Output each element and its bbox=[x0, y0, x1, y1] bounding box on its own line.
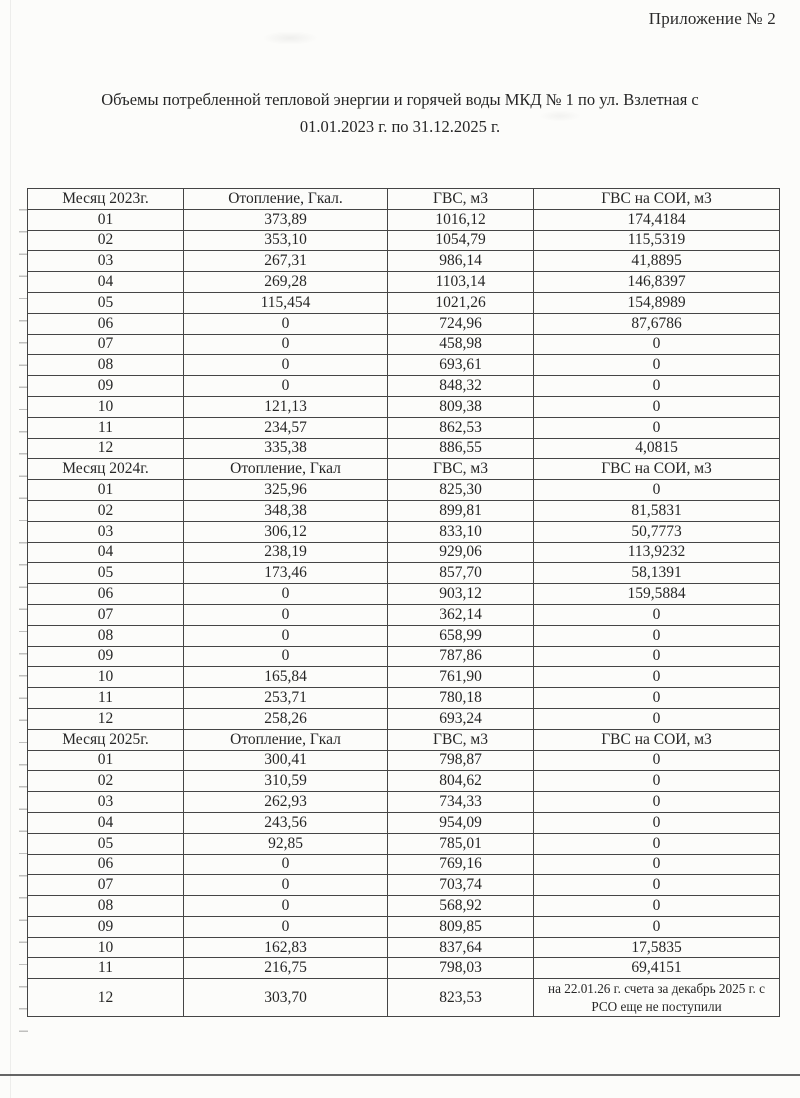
table-row bbox=[28, 625, 780, 646]
value-cell: 0 bbox=[534, 688, 780, 709]
value-cell: 258,26 bbox=[184, 708, 388, 729]
table-row bbox=[28, 708, 780, 729]
value-cell: 362,14 bbox=[388, 604, 534, 625]
value-cell: 0 bbox=[534, 916, 780, 937]
month-cell: 02 bbox=[28, 771, 184, 792]
value-cell: 0 bbox=[184, 355, 388, 376]
month-cell: 07 bbox=[28, 604, 184, 625]
value-cell: 113,9232 bbox=[534, 542, 780, 563]
month-cell: 05 bbox=[28, 833, 184, 854]
value-cell: 162,83 bbox=[184, 937, 388, 958]
value-cell: 1016,12 bbox=[388, 209, 534, 230]
value-cell: 353,10 bbox=[184, 230, 388, 251]
value-cell: 658,99 bbox=[388, 625, 534, 646]
month-cell: 02 bbox=[28, 230, 184, 251]
month-cell: 12 bbox=[28, 979, 184, 1017]
value-cell: 0 bbox=[184, 896, 388, 917]
column-header: ГВС, м3 bbox=[388, 189, 534, 210]
value-cell: 954,09 bbox=[388, 812, 534, 833]
value-cell: 303,70 bbox=[184, 979, 388, 1017]
table-row bbox=[28, 916, 780, 937]
table-row bbox=[28, 480, 780, 501]
column-header: Отопление, Гкал bbox=[184, 459, 388, 480]
table-row bbox=[28, 355, 780, 376]
value-cell: 234,57 bbox=[184, 417, 388, 438]
table-row bbox=[28, 875, 780, 896]
month-cell: 06 bbox=[28, 584, 184, 605]
value-cell: 0 bbox=[534, 854, 780, 875]
table-row bbox=[28, 272, 780, 293]
value-cell: 0 bbox=[184, 604, 388, 625]
month-cell: 07 bbox=[28, 875, 184, 896]
month-cell: 11 bbox=[28, 417, 184, 438]
month-cell: 01 bbox=[28, 750, 184, 771]
value-cell: 837,64 bbox=[388, 937, 534, 958]
table-row bbox=[28, 438, 780, 459]
month-cell: 05 bbox=[28, 292, 184, 313]
value-cell: 0 bbox=[534, 812, 780, 833]
value-cell: 0 bbox=[184, 916, 388, 937]
value-cell: 81,5831 bbox=[534, 500, 780, 521]
value-cell: 238,19 bbox=[184, 542, 388, 563]
value-cell: 173,46 bbox=[184, 563, 388, 584]
value-cell: 862,53 bbox=[388, 417, 534, 438]
table-row bbox=[28, 313, 780, 334]
month-cell: 04 bbox=[28, 272, 184, 293]
table-row bbox=[28, 646, 780, 667]
value-cell: 804,62 bbox=[388, 771, 534, 792]
value-cell: 348,38 bbox=[184, 500, 388, 521]
value-cell: 0 bbox=[534, 417, 780, 438]
value-cell: 146,8397 bbox=[534, 272, 780, 293]
value-cell: 0 bbox=[534, 708, 780, 729]
table-row bbox=[28, 230, 780, 251]
value-cell: 0 bbox=[534, 334, 780, 355]
value-cell: 787,86 bbox=[388, 646, 534, 667]
value-cell: 734,33 bbox=[388, 792, 534, 813]
column-header: Отопление, Гкал. bbox=[184, 189, 388, 210]
column-header: ГВС, м3 bbox=[388, 459, 534, 480]
table-row bbox=[28, 896, 780, 917]
table-row bbox=[28, 771, 780, 792]
value-cell: 825,30 bbox=[388, 480, 534, 501]
value-cell: 154,8989 bbox=[534, 292, 780, 313]
column-header: ГВС на СОИ, м3 bbox=[534, 189, 780, 210]
table-row bbox=[28, 688, 780, 709]
section-header-row bbox=[28, 729, 780, 750]
value-cell: 69,4151 bbox=[534, 958, 780, 979]
value-cell: 798,03 bbox=[388, 958, 534, 979]
value-cell: 253,71 bbox=[184, 688, 388, 709]
table-bottom-edge-artifact bbox=[0, 1074, 800, 1076]
value-cell: 0 bbox=[534, 875, 780, 896]
section-header-row bbox=[28, 189, 780, 210]
value-cell: 1103,14 bbox=[388, 272, 534, 293]
value-cell: 0 bbox=[184, 376, 388, 397]
value-cell: 0 bbox=[534, 604, 780, 625]
table-row bbox=[28, 604, 780, 625]
value-cell: 761,90 bbox=[388, 667, 534, 688]
value-cell: 458,98 bbox=[388, 334, 534, 355]
value-cell: 17,5835 bbox=[534, 937, 780, 958]
value-cell: 929,06 bbox=[388, 542, 534, 563]
consumption-table bbox=[27, 188, 780, 1017]
month-cell: 01 bbox=[28, 480, 184, 501]
value-cell: 174,4184 bbox=[534, 209, 780, 230]
value-cell: 0 bbox=[534, 667, 780, 688]
column-header: ГВС, м3 bbox=[388, 729, 534, 750]
table-row bbox=[28, 542, 780, 563]
value-cell: 262,93 bbox=[184, 792, 388, 813]
value-cell: 785,01 bbox=[388, 833, 534, 854]
value-cell: 0 bbox=[534, 750, 780, 771]
value-cell: 1054,79 bbox=[388, 230, 534, 251]
value-cell: 121,13 bbox=[184, 396, 388, 417]
value-cell: 809,38 bbox=[388, 396, 534, 417]
month-cell: 04 bbox=[28, 812, 184, 833]
value-cell: 115,5319 bbox=[534, 230, 780, 251]
value-cell: 243,56 bbox=[184, 812, 388, 833]
month-cell: 03 bbox=[28, 251, 184, 272]
month-cell: 07 bbox=[28, 334, 184, 355]
column-header: Месяц 2023г. bbox=[28, 189, 184, 210]
value-cell: 269,28 bbox=[184, 272, 388, 293]
document-title-line-1: Объемы потребленной тепловой энергии и горячей воды МКД № 1 по ул. Взлетная с bbox=[101, 90, 699, 109]
month-cell: 02 bbox=[28, 500, 184, 521]
table-row bbox=[28, 292, 780, 313]
value-cell: 87,6786 bbox=[534, 313, 780, 334]
row-line-protrusion-artifact bbox=[19, 209, 28, 1039]
value-cell: 0 bbox=[184, 313, 388, 334]
column-header: Месяц 2025г. bbox=[28, 729, 184, 750]
month-cell: 11 bbox=[28, 688, 184, 709]
value-cell: 693,61 bbox=[388, 355, 534, 376]
month-cell: 09 bbox=[28, 376, 184, 397]
value-cell: 903,12 bbox=[388, 584, 534, 605]
month-cell: 09 bbox=[28, 646, 184, 667]
table-row bbox=[28, 854, 780, 875]
section-header-row bbox=[28, 459, 780, 480]
table-row bbox=[28, 521, 780, 542]
document-title-line-2: 01.01.2023 г. по 31.12.2025 г. bbox=[299, 117, 501, 136]
value-cell: 58,1391 bbox=[534, 563, 780, 584]
table-row bbox=[28, 937, 780, 958]
value-cell: 300,41 bbox=[184, 750, 388, 771]
column-header: Отопление, Гкал bbox=[184, 729, 388, 750]
value-cell: 0 bbox=[184, 646, 388, 667]
value-cell: 50,7773 bbox=[534, 521, 780, 542]
value-cell: 115,454 bbox=[184, 292, 388, 313]
month-cell: 11 bbox=[28, 958, 184, 979]
value-cell: 0 bbox=[534, 625, 780, 646]
value-cell: 216,75 bbox=[184, 958, 388, 979]
month-cell: 10 bbox=[28, 937, 184, 958]
value-cell: 41,8895 bbox=[534, 251, 780, 272]
value-cell: 899,81 bbox=[388, 500, 534, 521]
value-cell: 848,32 bbox=[388, 376, 534, 397]
table-row bbox=[28, 396, 780, 417]
month-cell: 03 bbox=[28, 792, 184, 813]
value-cell: 4,0815 bbox=[534, 438, 780, 459]
value-cell: 0 bbox=[184, 584, 388, 605]
table-row bbox=[28, 792, 780, 813]
value-cell: 798,87 bbox=[388, 750, 534, 771]
value-cell: 0 bbox=[534, 355, 780, 376]
value-cell: 0 bbox=[184, 854, 388, 875]
month-cell: 06 bbox=[28, 854, 184, 875]
table-row bbox=[28, 667, 780, 688]
table-row bbox=[28, 750, 780, 771]
value-cell: 703,74 bbox=[388, 875, 534, 896]
table-row bbox=[28, 417, 780, 438]
value-cell: 986,14 bbox=[388, 251, 534, 272]
value-cell: 0 bbox=[534, 896, 780, 917]
value-cell: 0 bbox=[184, 875, 388, 896]
table-row bbox=[28, 833, 780, 854]
value-cell: 92,85 bbox=[184, 833, 388, 854]
value-cell: 857,70 bbox=[388, 563, 534, 584]
value-cell: 780,18 bbox=[388, 688, 534, 709]
value-cell: 373,89 bbox=[184, 209, 388, 230]
month-cell: 08 bbox=[28, 625, 184, 646]
month-cell: 05 bbox=[28, 563, 184, 584]
value-cell: 568,92 bbox=[388, 896, 534, 917]
value-cell: 0 bbox=[534, 376, 780, 397]
month-cell: 03 bbox=[28, 521, 184, 542]
table-row bbox=[28, 812, 780, 833]
month-cell: 01 bbox=[28, 209, 184, 230]
value-cell: 1021,26 bbox=[388, 292, 534, 313]
value-cell: 0 bbox=[534, 396, 780, 417]
table-row bbox=[28, 251, 780, 272]
column-header: ГВС на СОИ, м3 bbox=[534, 729, 780, 750]
value-cell: 724,96 bbox=[388, 313, 534, 334]
appendix-label: Приложение № 2 bbox=[648, 9, 776, 28]
table-row bbox=[28, 376, 780, 397]
value-cell: 809,85 bbox=[388, 916, 534, 937]
value-cell: 833,10 bbox=[388, 521, 534, 542]
month-cell: 12 bbox=[28, 438, 184, 459]
month-cell: 10 bbox=[28, 667, 184, 688]
value-cell: 693,24 bbox=[388, 708, 534, 729]
pending-invoice-note-cell: на 22.01.26 г. счета за декабрь 2025 г. с РСО еще не поступили bbox=[534, 979, 780, 1017]
value-cell: 769,16 bbox=[388, 854, 534, 875]
value-cell: 0 bbox=[534, 646, 780, 667]
month-cell: 08 bbox=[28, 355, 184, 376]
column-header: Месяц 2024г. bbox=[28, 459, 184, 480]
table-row bbox=[28, 979, 780, 1017]
document-title bbox=[40, 86, 760, 140]
value-cell: 306,12 bbox=[184, 521, 388, 542]
table-row bbox=[28, 209, 780, 230]
value-cell: 165,84 bbox=[184, 667, 388, 688]
value-cell: 325,96 bbox=[184, 480, 388, 501]
month-cell: 08 bbox=[28, 896, 184, 917]
value-cell: 0 bbox=[534, 792, 780, 813]
month-cell: 06 bbox=[28, 313, 184, 334]
month-cell: 09 bbox=[28, 916, 184, 937]
table-row bbox=[28, 334, 780, 355]
value-cell: 267,31 bbox=[184, 251, 388, 272]
column-header: ГВС на СОИ, м3 bbox=[534, 459, 780, 480]
value-cell: 823,53 bbox=[388, 979, 534, 1017]
value-cell: 0 bbox=[534, 480, 780, 501]
table-row bbox=[28, 958, 780, 979]
scan-streak-artifact bbox=[10, 0, 11, 1098]
value-cell: 310,59 bbox=[184, 771, 388, 792]
value-cell: 0 bbox=[534, 771, 780, 792]
value-cell: 0 bbox=[534, 833, 780, 854]
value-cell: 159,5884 bbox=[534, 584, 780, 605]
month-cell: 04 bbox=[28, 542, 184, 563]
month-cell: 10 bbox=[28, 396, 184, 417]
value-cell: 0 bbox=[184, 334, 388, 355]
table-row bbox=[28, 584, 780, 605]
month-cell: 12 bbox=[28, 708, 184, 729]
value-cell: 335,38 bbox=[184, 438, 388, 459]
value-cell: 0 bbox=[184, 625, 388, 646]
table-row bbox=[28, 500, 780, 521]
table-row bbox=[28, 563, 780, 584]
value-cell: 886,55 bbox=[388, 438, 534, 459]
